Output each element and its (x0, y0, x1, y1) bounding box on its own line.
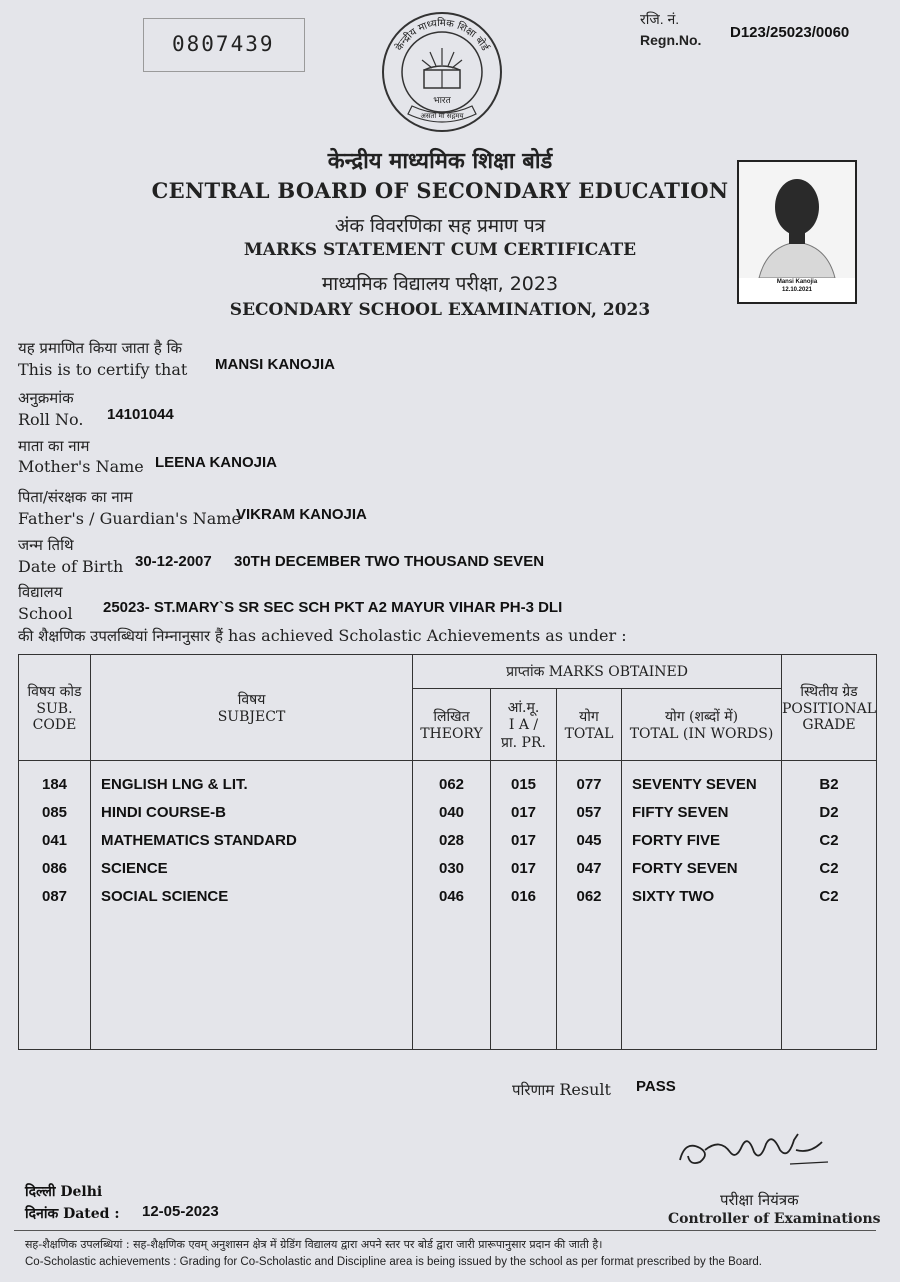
header-subject: विषय SUBJECT (91, 655, 413, 761)
ia-marks: 016 (510, 888, 537, 905)
father-label-hi: पिता/संरक्षक का नाम (18, 488, 133, 506)
total-words: SEVENTY SEVEN (632, 776, 757, 793)
achievements-intro-hi: की शैक्षणिक उपलब्धियां निम्नानुसार हैं (18, 627, 223, 645)
svg-text:केन्द्रीय माध्यमिक शिक्षा बोर्: केन्द्रीय माध्यमिक शिक्षा बोर्ड (393, 17, 491, 53)
regn-label-en: Regn.No. (640, 32, 702, 48)
controller-title-en: Controller of Examinations (668, 1211, 881, 1227)
dated (25, 1204, 120, 1223)
table-header-row-1 (19, 655, 877, 689)
result (512, 1080, 611, 1100)
father-label-en: Father's / Guardian's Name (18, 509, 241, 528)
subject-name: SCIENCE (101, 860, 168, 877)
date-of-birth: 30-12-2007 (135, 553, 212, 570)
mother-label-en: Mother's Name (18, 457, 144, 476)
date-of-birth-words: 30TH DECEMBER TWO THOUSAND SEVEN (234, 553, 545, 570)
theory-marks: 028 (438, 832, 465, 849)
school-label-hi: विद्यालय (18, 583, 63, 601)
header-ia-pr: आं.मू. I A / प्रा. PR. (491, 689, 557, 761)
student-name: MANSI KANOJIA (215, 356, 336, 373)
place (25, 1182, 102, 1201)
board-name-en: CENTRAL BOARD OF SECONDARY EDUCATION (151, 178, 729, 203)
regn-number: D123/25023/0060 (730, 24, 850, 41)
sub-code: 086 (41, 860, 68, 877)
doc-title-hi: अंक विवरणिका सह प्रमाण पत्र (334, 215, 546, 237)
dob-label-hi: जन्म तिथि (18, 536, 74, 554)
column-ia (491, 761, 557, 1050)
exam-title-en: SECONDARY SCHOOL EXAMINATION, 2023 (229, 300, 651, 320)
place-hi: दिल्ली (25, 1184, 56, 1200)
total-marks: 047 (576, 860, 602, 877)
co-scholastic-note-hi: सह-शैक्षणिक उपलब्धियां : सह-शैक्षणिक एवम् अनुशासन क्षेत्र में ग्रेडिंग विद्यालय द्वारा अपने स्तर पर बोर्ड द्वारा जारी प्रारूपानुसार प्रदान की जाती है। (25, 1238, 603, 1251)
ia-marks: 015 (510, 776, 537, 793)
footer-divider (14, 1230, 876, 1231)
total-marks: 077 (576, 776, 602, 793)
school-label-en: School (18, 604, 73, 623)
theory-marks: 046 (438, 888, 465, 905)
dated-en: Dated : (63, 1206, 120, 1222)
result-label-hi: परिणाम (512, 1081, 555, 1099)
school-name: 25023- ST.MARY`S SR SEC SCH PKT A2 MAYUR VIHAR PH-3 DLI (103, 599, 563, 616)
grade: C2 (819, 832, 839, 849)
grade: C2 (819, 860, 839, 877)
total-marks: 045 (576, 832, 602, 849)
header-total-in-words: योग (शब्दों में) TOTAL (IN WORDS) (622, 689, 782, 761)
result-value: PASS (636, 1078, 676, 1095)
grade: C2 (819, 888, 839, 905)
exam-title-hi: माध्यमिक विद्यालय परीक्षा, 2023 (321, 273, 559, 295)
roll-label-en: Roll No. (18, 410, 84, 429)
result-label-en: Result (559, 1080, 611, 1099)
serial-number: 0807439 (172, 32, 275, 56)
subject-name: MATHEMATICS STANDARD (101, 832, 297, 849)
theory-marks: 062 (438, 776, 465, 793)
sub-code: 087 (41, 888, 68, 905)
sub-code: 184 (41, 776, 68, 793)
photo-caption-date: 12.10.2021 (781, 287, 813, 293)
svg-text:भारत: भारत (433, 96, 451, 106)
total-words: FORTY FIVE (632, 832, 721, 849)
certify-label-en: This is to certify that (18, 360, 188, 379)
controller-title-hi: परीक्षा नियंत्रक (720, 1191, 799, 1209)
marks-table (18, 654, 877, 1050)
board-name-hi: केन्द्रीय माध्यमिक शिक्षा बोर्ड (327, 149, 553, 174)
header-sub-code: विषय कोड SUB. CODE (19, 655, 91, 761)
header-total: योग TOTAL (557, 689, 622, 761)
roll-number: 14101044 (107, 406, 174, 423)
father-name: VIKRAM KANOJIA (236, 506, 367, 523)
subject-name: SOCIAL SCIENCE (101, 888, 229, 905)
achievements-intro-en: has achieved Scholastic Achievements as under : (228, 626, 627, 645)
place-en: Delhi (60, 1184, 103, 1200)
dob-label-en: Date of Birth (18, 557, 124, 576)
theory-marks: 030 (438, 860, 465, 877)
table-body-row (19, 761, 877, 1050)
ia-marks: 017 (510, 804, 537, 821)
roll-label-hi: अनुक्रमांक (18, 389, 74, 407)
header-theory: लिखित THEORY (413, 689, 491, 761)
controller-signature (670, 1120, 840, 1180)
column-theory (413, 761, 491, 1050)
cbse-emblem-logo (380, 10, 504, 134)
issue-date: 12-05-2023 (142, 1203, 219, 1220)
total-words: FORTY SEVEN (632, 860, 738, 877)
grade: D2 (819, 804, 839, 821)
certify-label-hi: यह प्रमाणित किया जाता है कि (18, 339, 182, 357)
co-scholastic-note-en: Co-Scholastic achievements : Grading for Co-Scholastic and Discipline area is being issued by the school as per format prescribed by the Board. (25, 1256, 763, 1268)
theory-marks: 040 (438, 804, 465, 821)
subject-name: HINDI COURSE-B (101, 804, 227, 821)
column-total (557, 761, 622, 1050)
header-marks-obtained: प्राप्तांक MARKS OBTAINED (413, 655, 782, 689)
regn-label-hi: रजि. नं. (640, 11, 680, 27)
column-sub-code (19, 761, 91, 1050)
photo-caption-name: Mansi Kanojia (776, 279, 818, 285)
total-words: FIFTY SEVEN (632, 804, 729, 821)
grade: B2 (819, 776, 839, 793)
column-total-words (622, 761, 782, 1050)
mother-label-hi: माता का नाम (18, 437, 90, 455)
column-grade (782, 761, 877, 1050)
total-marks: 057 (576, 804, 602, 821)
total-words: SIXTY TWO (632, 888, 715, 905)
ia-marks: 017 (510, 860, 537, 877)
svg-text:असतो मा सद्गमय: असतो मा सद्गमय (420, 112, 464, 120)
column-subject (91, 761, 413, 1050)
student-photo (737, 160, 857, 304)
total-marks: 062 (576, 888, 602, 905)
header-positional-grade: स्थितीय ग्रेड POSITIONAL GRADE (782, 655, 877, 761)
mother-name: LEENA KANOJIA (155, 454, 277, 471)
dated-hi: दिनांक (25, 1206, 59, 1222)
ia-marks: 017 (510, 832, 537, 849)
subject-name: ENGLISH LNG & LIT. (101, 776, 248, 793)
sub-code: 041 (41, 832, 68, 849)
doc-title-en: MARKS STATEMENT CUM CERTIFICATE (243, 240, 637, 260)
achievements-intro (18, 626, 627, 646)
sub-code: 085 (41, 804, 68, 821)
